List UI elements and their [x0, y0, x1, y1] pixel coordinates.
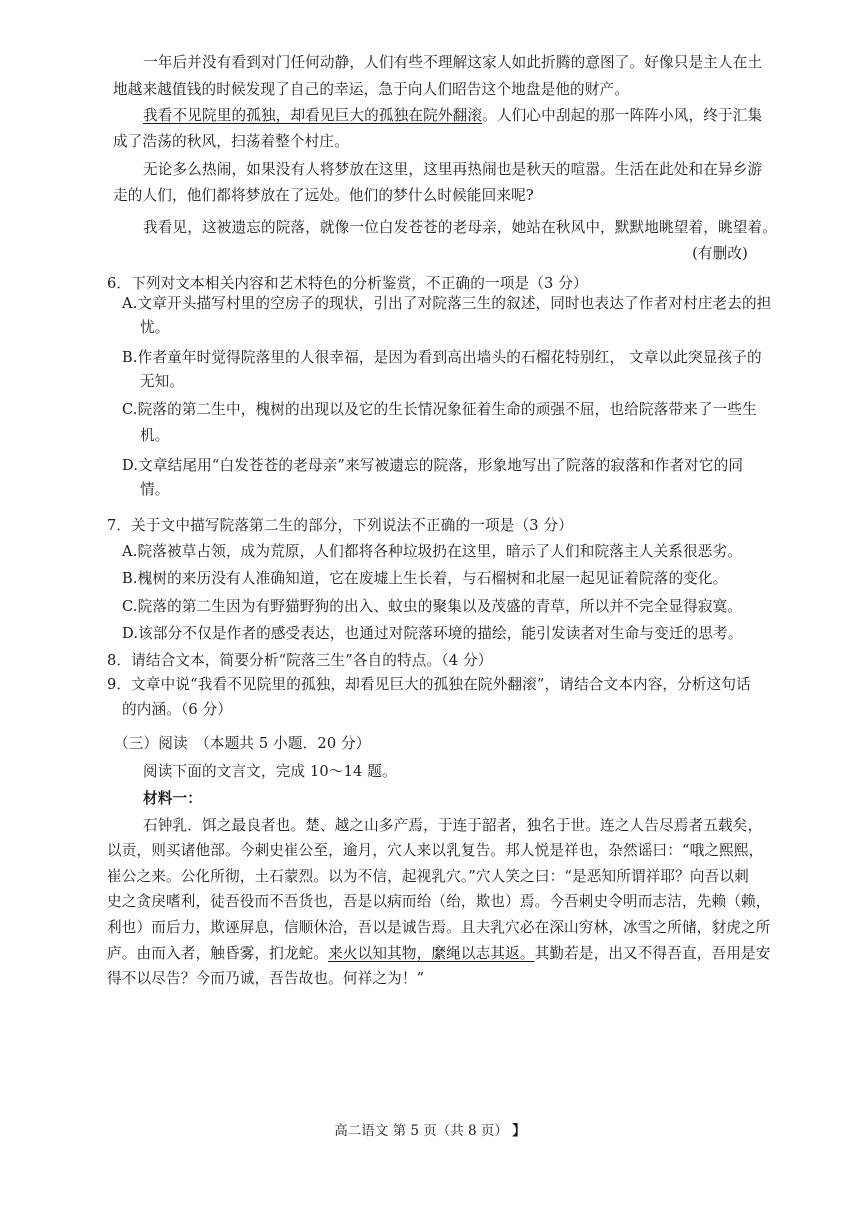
passage-p1-line1: 一年后并没有看到对门任何动静，人们有些不理解这家人如此折腾的意图了。好像只是主人在土 [143, 54, 763, 71]
material-one-title: 材料一： [143, 790, 202, 807]
passage-p2-line2: 成了浩荡的秋风，扫荡着整个村庄。 [113, 133, 349, 150]
classical-text-line1: 石钟乳．饵之最良者也。楚、越之山多产焉，于连于韶者，独名于世。连之人告尽焉者五载矣， [143, 817, 763, 834]
classical-text-line4: 史之贪戾嗜利，徒吾役而不吾货也，吾是以病而绐（绐，欺也）焉。今吾刺史令明而志洁，先赖（赖， [107, 893, 771, 910]
edited-note: (有删改) [692, 245, 748, 262]
classical-text-line6-end: 其勤若是，出又不得吾直，吾用是安 [534, 945, 771, 962]
q6-option-c-line2: 机。 [140, 427, 170, 444]
q7-option-d: D.该部分不仅是作者的感受表达，也通过对院落环境的描绘，能引发读者对生命与变迁的思考。 [122, 625, 743, 642]
q6-option-d-line2: 情。 [140, 481, 170, 498]
q8-stem: 8．请结合文本，简要分析“院落三生”各自的特点。（4 分） [107, 652, 493, 669]
q9-stem-line1: 9．文章中说“我看不见院里的孤独，却看见巨大的孤独在院外翻滚”，请结合文本内容，分析这句话 [107, 676, 751, 693]
q6-option-b-line2: 无知。 [140, 373, 185, 390]
q6-option-d-line1: D.文章结尾用“白发苍苍的老母亲”来写被遗忘的院落，形象地写出了院落的寂落和作者对它的同 [122, 457, 744, 474]
classical-text-line3: 崔公之来。公化所彻，土石蒙烈。以为不信，起视乳穴。”穴人笑之曰：“是恶知所谓祥耶？向吾以刺 [107, 868, 749, 885]
q6-option-a-line2: 忧。 [140, 319, 170, 336]
underlined-classical-sentence: 来火以知其物，縻绳以志其返。 [328, 945, 535, 962]
page-footer [0, 1122, 860, 1140]
classical-text-line2: 以贡，则买诸他部。今刺史崔公至，逾月，穴人来以乳复告。邦人悦是祥也，杂然谣曰：“哦之熙熙， [107, 842, 764, 859]
passage-p2-line1-rest: 。人们心中刮起的那一阵阵小风，终于汇集 [482, 107, 763, 124]
classical-text-line7: 得不以尽告？今而乃诚，吾告故也。何祥之为！” [107, 970, 425, 987]
passage-p3-line1: 无论多么热闹，如果没有人将梦放在这里，这里再热闹也是秋天的喧嚣。生活在此处和在异乡游 [143, 161, 763, 178]
q7-option-b: B.槐树的来历没有人准确知道，它在废墟上生长着，与石榴树和北屋一起见证着院落的变化。 [122, 570, 728, 587]
passage-p2-line1 [143, 106, 762, 126]
classical-text-line6 [107, 944, 771, 964]
q6-option-a-line1: A.文章开头描写村里的空房子的现状，引出了对院落三生的叙述，同时也表达了作者对村庄老去的担 [122, 295, 772, 312]
footer-bracket: 】 [512, 1123, 526, 1139]
q7-option-c: C.院落的第二生因为有野猫野狗的出入、蚊虫的聚集以及茂盛的青草，所以并不完全显得寂寞。 [122, 598, 743, 615]
passage-p3-line2: 走的人们，他们都将梦放在了远处。他们的梦什么时候能回来呢? [113, 187, 534, 204]
q7-option-a: A.院落被草占领，成为荒原，人们都将各种垃圾扔在这里，暗示了人们和院落主人关系很恶劣。 [122, 543, 742, 560]
q6-option-b-line1: B.作者童年时觉得院落里的人很幸福，是因为看到高出墙头的石榴花特别红， 文章以此突显孩子的 [122, 349, 762, 366]
section3-heading: （三）阅读 （本题共 5 小题．20 分） [114, 735, 371, 752]
classical-text-line6-start: 庐。由而入者，触昏雾，扪龙蛇。 [107, 945, 329, 962]
classical-text-line5: 利也）而后力，欺诬屏息，信顺休洽，吾以是诚告焉。且夫乳穴必在深山穷林，冰雪之所储，豺虎之所 [107, 919, 771, 936]
q9-stem-line2: 的内涵。（6 分） [122, 701, 233, 718]
q7-stem: 7．关于文中描写院落第二生的部分，下列说法不正确的一项是（3 分） [107, 517, 573, 534]
passage-p4-line1: 我看见，这被遗忘的院落，就像一位白发苍苍的老母亲，她站在秋风中，默默地眺望着，眺望着。 [143, 219, 777, 236]
q6-stem: 6．下列对文本相关内容和艺术特色的分析鉴赏，不正确的一项是（3 分） [107, 275, 588, 292]
page-number-text: 高二语文 第 5 页（共 8 页） [334, 1123, 508, 1139]
underlined-sentence: 我看不见院里的孤独，却看见巨大的孤独在院外翻滚 [143, 107, 483, 124]
q6-option-c-line1: C.院落的第二生中，槐树的出现以及它的生长情况象征着生命的顽强不屈，也给院落带来了一些生 [122, 401, 757, 418]
passage-p1-line2: 地越来越值钱的时候发现了自己的幸运，急于向人们昭告这个地盘是他的财产。 [113, 81, 630, 98]
section3-instruction: 阅读下面的文言文，完成 10～14 题。 [143, 763, 397, 780]
